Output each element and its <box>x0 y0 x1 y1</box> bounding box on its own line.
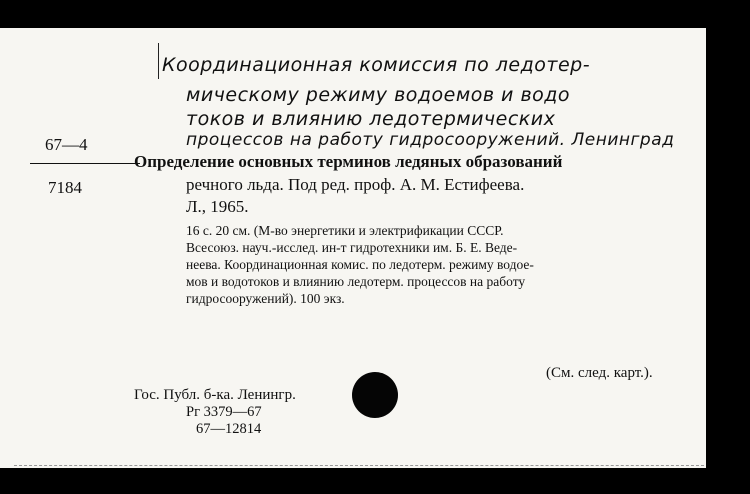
title-line-2: речного льда. Под ред. проф. А. М. Естифеева. <box>186 175 525 194</box>
continuation-note: (См. след. карт.). <box>546 365 653 381</box>
handwritten-line-2: мическому режиму водоемов и водо <box>186 84 571 106</box>
library-code-2: 67—12814 <box>196 421 262 437</box>
description-line-3: неева. Координационная комис. по ледотерм. режиму водое- <box>186 257 534 272</box>
call-number: 67—4 <box>45 135 88 154</box>
punch-hole <box>352 372 398 418</box>
title-line-3: Л., 1965. <box>186 197 249 216</box>
bottom-dash-line <box>14 465 704 466</box>
index-number: 7184 <box>48 178 82 197</box>
description-line-4: мов и водотоков и влиянию ледотерм. процессов на работу <box>186 274 526 289</box>
library-name: Гос. Публ. б-ка. Ленингр. <box>134 387 296 403</box>
title-line-1: Определение основных терминов ледяных образований <box>134 152 563 171</box>
handwritten-line-1: Координационная комиссия по ледотер- <box>162 54 591 76</box>
description-line-5: гидросооружений). 100 экз. <box>186 291 345 306</box>
catalog-card <box>0 28 706 468</box>
divider-line <box>30 163 140 164</box>
pencil-mark <box>158 43 159 79</box>
description-line-1: 16 с. 20 см. (М-во энергетики и электрификации СССР. <box>186 223 504 238</box>
library-code-1: Рг 3379—67 <box>186 404 262 420</box>
description-line-2: Всесоюз. науч.-исслед. ин-т гидротехники им. Б. Е. Веде- <box>186 240 518 255</box>
handwritten-line-4: процессов на работу гидросооружений. Ленинград <box>186 130 675 150</box>
black-border-right <box>706 0 750 494</box>
handwritten-line-3: токов и влиянию ледотермических <box>186 108 556 130</box>
